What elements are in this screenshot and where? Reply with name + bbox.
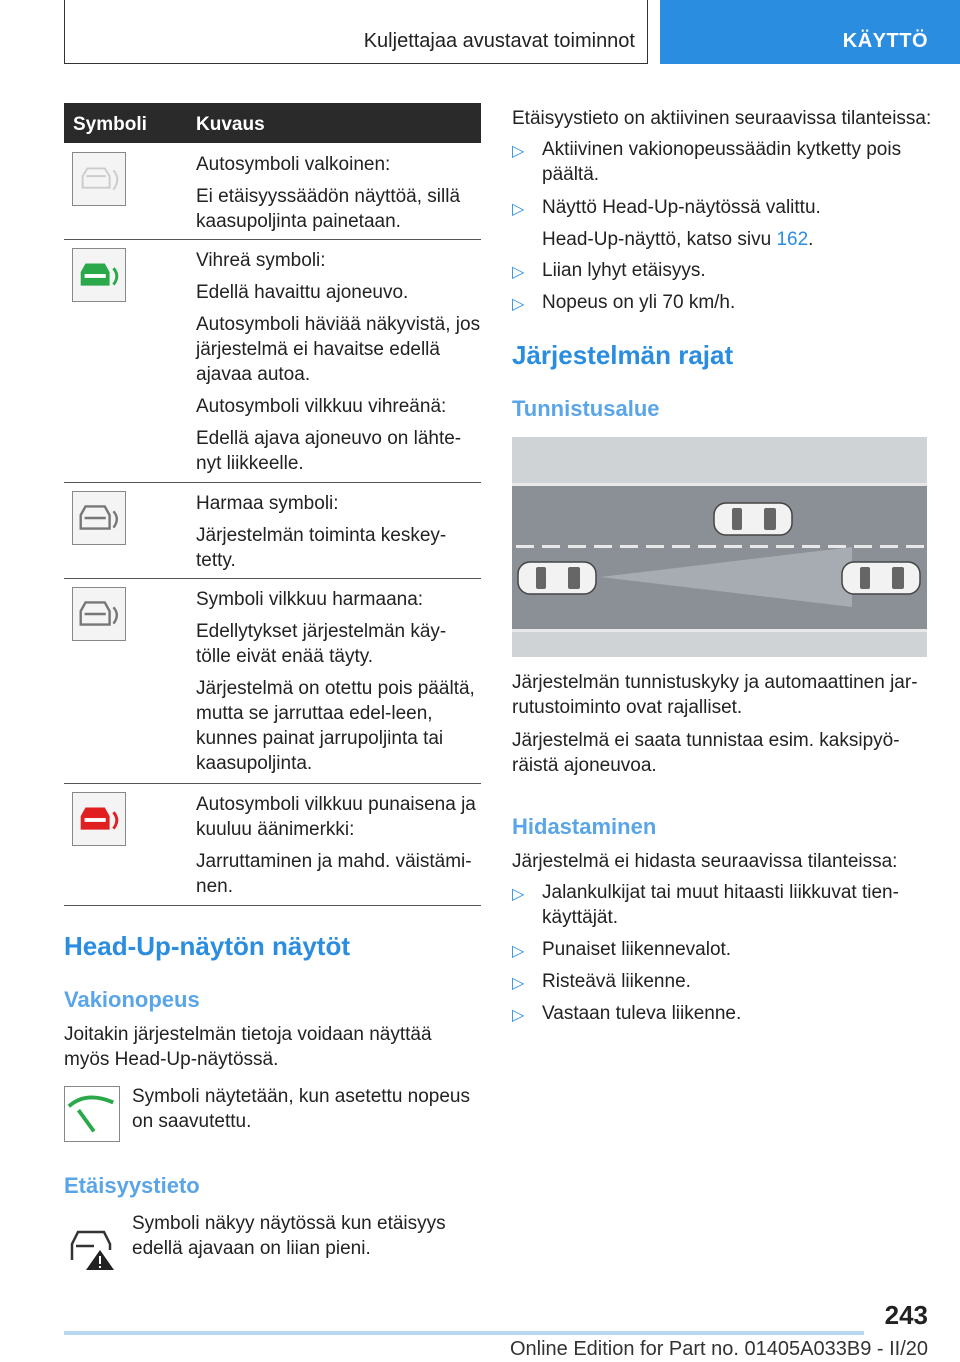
list-item <box>512 969 932 994</box>
col-description: Kuvaus <box>196 114 265 135</box>
row5-line2: Jarruttaminen ja mahd. väistämi-nen. <box>196 851 472 897</box>
list-item <box>512 880 932 930</box>
bullet-icon: ▷ <box>512 143 525 160</box>
car-grey-blink-icon <box>72 587 126 641</box>
footer-edition: Online Edition for Part no. 01405A033B9 - II/20 <box>509 1338 928 1360</box>
table-header <box>64 103 481 143</box>
header-chapter-box <box>660 0 960 64</box>
car-white-icon <box>72 152 126 206</box>
list-item-text: Näyttö Head-Up-näytössä valittu. <box>542 197 821 218</box>
row2-line4: Autosymboli vilkkuu vihreänä: <box>196 396 447 417</box>
list-item-text: Aktiivinen vakionopeussäädin kytketty pois päältä. <box>542 139 902 185</box>
car-green-icon <box>72 248 126 302</box>
bullet-icon: ▷ <box>512 1007 525 1024</box>
speed-intro: Joitakin järjestelmän tietoja voidaan näyttää myös Head-Up-näytössä. <box>64 1024 432 1070</box>
header-section-title: Kuljettajaa avustavat toiminnot <box>363 30 635 52</box>
row1-line2: Ei etäisyyssäädön näyttöä, sillä kaasupoljinta painetaan. <box>196 186 461 232</box>
list-item <box>512 137 932 187</box>
row4-line2: Edellytykset järjestelmän käy-tölle eivät enää täyty. <box>196 621 447 667</box>
table-row <box>64 783 481 906</box>
bullet-icon: ▷ <box>512 975 525 992</box>
distance-text: Symboli näkyy näytössä kun etäisyys edellä ajavaan on liian pieni. <box>132 1213 446 1259</box>
table-row <box>64 143 481 240</box>
slow-intro: Järjestelmä ei hidasta seuraavissa tilanteissa: <box>512 851 898 872</box>
row4-line1: Symboli vilkkuu harmaana: <box>196 589 424 610</box>
heading-detection: Tunnistusalue <box>512 396 660 421</box>
col-symbol: Symboli <box>73 114 147 135</box>
row2-line5: Edellä ajava ajoneuvo on lähte-nyt liikkeelle. <box>196 428 462 474</box>
right-intro: Etäisyystieto on aktiivinen seuraavissa tilanteissa: <box>512 108 932 129</box>
distance-warning-icon <box>64 1216 120 1272</box>
list-item-text: Punaiset liikennevalot. <box>542 939 732 960</box>
list-item-text: Risteävä liikenne. <box>542 971 691 992</box>
hud-reference-suffix: . <box>808 229 814 250</box>
table-row <box>64 578 481 784</box>
hud-reference <box>542 227 932 252</box>
hud-reference-prefix: Head-Up-näyttö, katso sivu <box>542 229 777 250</box>
detection-area-illustration <box>512 437 927 657</box>
row1-line1: Autosymboli valkoinen: <box>196 154 391 175</box>
list-item-text: Jalankulkijat tai muut hitaasti liikkuvat tien-käyttäjät. <box>542 882 899 928</box>
bullet-icon: ▷ <box>512 264 525 281</box>
list-item <box>512 937 932 962</box>
row3-line1: Harmaa symboli: <box>196 493 339 514</box>
speed-reached-icon <box>64 1086 120 1142</box>
speed-text: Symboli näytetään, kun asetettu nopeus on saavutettu. <box>132 1086 471 1132</box>
row2-line1: Vihreä symboli: <box>196 250 326 271</box>
detect-text-1: Järjestelmän tunnistuskyky ja automaattinen jar-rutustoiminto ovat rajalliset. <box>512 672 918 718</box>
list-item-text: Liian lyhyt etäisyys. <box>542 260 706 281</box>
list-item <box>512 1001 932 1026</box>
list-item <box>512 258 932 283</box>
car-grey-icon <box>72 491 126 545</box>
bullet-icon: ▷ <box>512 943 525 960</box>
page-link[interactable]: 162 <box>776 229 809 250</box>
row3-line2: Järjestelmän toiminta keskey-tetty. <box>196 525 447 571</box>
bullet-icon: ▷ <box>512 886 525 903</box>
table-row <box>64 239 481 483</box>
list-item-text: Vastaan tuleva liikenne. <box>542 1003 742 1024</box>
row2-line3: Autosymboli häviää näkyvistä, jos järjestelmä ei havaitse edellä ajavaa autoa. <box>196 314 481 385</box>
row4-line3: Järjestelmä on otettu pois päältä, mutta se jarruttaa edel-leen, kunnes painat jarrupoljinta tai kaasupoljinta. <box>196 678 475 774</box>
heading-speed: Vakionopeus <box>64 987 200 1012</box>
page-number: 243 <box>884 1300 928 1330</box>
row5-line1: Autosymboli vilkkuu punaisena ja kuuluu äänimerkki: <box>196 794 476 840</box>
list-item-text: Nopeus on yli 70 km/h. <box>542 292 736 313</box>
header-section-box <box>64 0 648 64</box>
heading-distance: Etäisyystieto <box>64 1173 200 1198</box>
detect-text-2: Järjestelmä ei saata tunnistaa esim. kaksipyö-räistä ajoneuvoa. <box>512 730 900 776</box>
heading-slowdown: Hidastaminen <box>512 814 657 839</box>
heading-limits: Järjestelmän rajat <box>512 340 734 370</box>
bullet-icon: ▷ <box>512 296 525 313</box>
bullet-icon: ▷ <box>512 201 525 218</box>
header-chapter-title: KÄYTTÖ <box>842 30 928 52</box>
list-item <box>512 290 932 315</box>
car-red-icon <box>72 792 126 846</box>
list-item <box>512 195 932 220</box>
table-row <box>64 482 481 579</box>
row2-line2: Edellä havaittu ajoneuvo. <box>196 282 409 303</box>
heading-hud: Head-Up-näytön näytöt <box>64 931 350 961</box>
footer-bar <box>64 1331 864 1335</box>
